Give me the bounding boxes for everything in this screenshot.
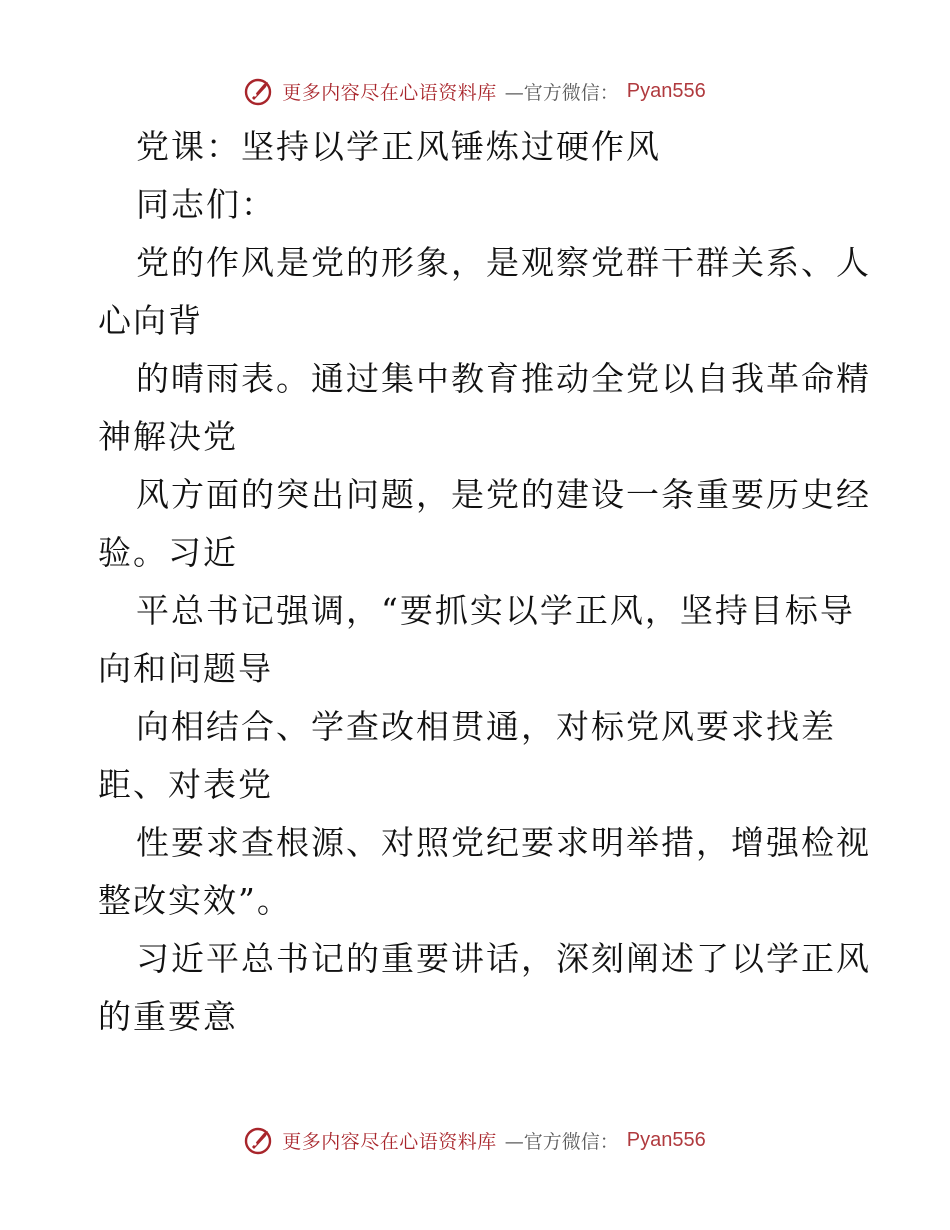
doc-line: 验。习近 — [98, 533, 238, 572]
footer-banner — [0, 1120, 950, 1160]
doc-line: 的重要意 — [98, 997, 238, 1036]
doc-line: 距、对表党 — [98, 765, 273, 804]
doc-line: 习近平总书记的重要讲话，深刻阐述了以学正风 — [136, 939, 871, 978]
header-banner — [0, 71, 950, 111]
doc-line: 心向背 — [98, 301, 203, 340]
banner-separator: —官方微信： — [504, 1130, 619, 1153]
banner-account: Pyan556 — [626, 79, 706, 102]
doc-line: 神解决党 — [98, 417, 238, 456]
doc-line: 整改实效”。 — [98, 881, 292, 920]
banner-title: 更多内容尽在心语资料库 — [282, 81, 497, 104]
doc-line: 风方面的突出问题，是党的建设一条重要历史经 — [136, 475, 871, 514]
banner-title: 更多内容尽在心语资料库 — [282, 1130, 497, 1153]
doc-line: 性要求查根源、对照党纪要求明举措，增强检视 — [136, 823, 871, 862]
doc-line: 向和问题导 — [98, 649, 273, 688]
doc-line: 党的作风是党的形象，是观察党群干群关系、人 — [136, 243, 871, 282]
pen-nib-logo-icon — [244, 76, 274, 106]
doc-line: 向相结合、学查改相贯通，对标党风要求找差 — [136, 707, 836, 746]
banner-separator: —官方微信： — [504, 81, 619, 104]
document-body — [98, 118, 871, 1046]
doc-line: 的晴雨表。通过集中教育推动全党以自我革命精 — [136, 359, 871, 398]
doc-line: 党课：坚持以学正风锤炼过硬作风 — [136, 127, 661, 166]
pen-nib-logo-icon — [244, 1125, 274, 1155]
doc-line: 同志们： — [136, 185, 276, 224]
banner-account: Pyan556 — [626, 1128, 706, 1151]
doc-line: 平总书记强调，“要抓实以学正风，坚持目标导 — [136, 591, 855, 630]
